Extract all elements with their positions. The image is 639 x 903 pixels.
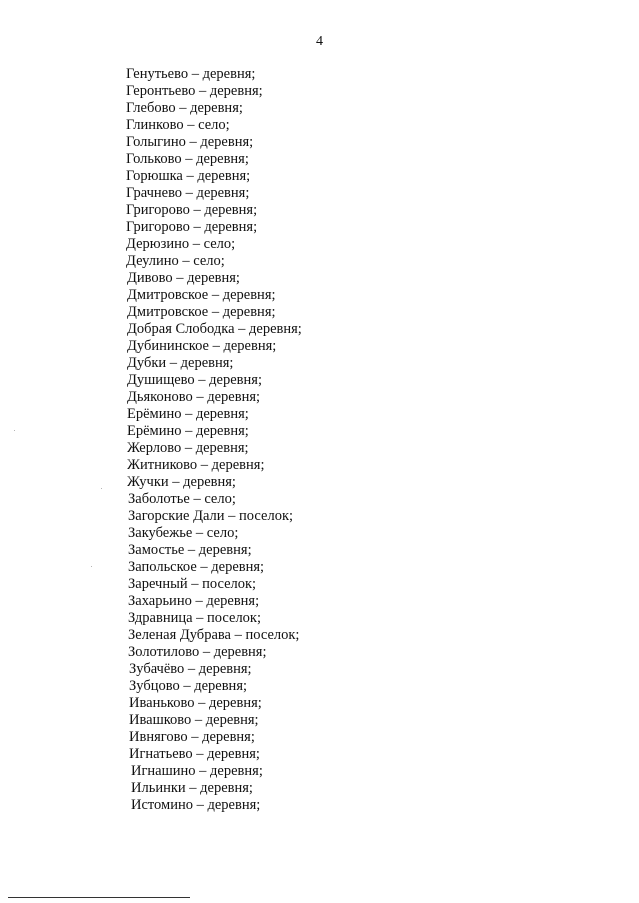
list-item: Дубининское – деревня;: [127, 338, 277, 354]
list-item: Истомино – деревня;: [131, 797, 261, 813]
footnote-separator-line: [8, 897, 190, 898]
scan-speck: [101, 488, 102, 489]
list-item: Ильинки – деревня;: [131, 780, 253, 796]
list-item: Жерлово – деревня;: [127, 440, 249, 456]
settlement-list: [126, 66, 302, 814]
list-item: Голыгино – деревня;: [126, 134, 254, 150]
list-item: Дьяконово – деревня;: [127, 389, 261, 405]
list-item: Генутьево – деревня;: [126, 66, 256, 82]
list-item: Дмитровское – деревня;: [127, 287, 276, 303]
list-item: Добрая Слободка – деревня;: [127, 321, 302, 337]
list-item: Зубцово – деревня;: [129, 678, 248, 694]
list-item: Ивашково – деревня;: [129, 712, 259, 728]
list-item: Глинково – село;: [126, 117, 230, 133]
list-item: Игнатьево – деревня;: [129, 746, 260, 762]
list-item: Житниково – деревня;: [127, 457, 265, 473]
list-item: Зубачёво – деревня;: [129, 661, 252, 677]
list-item: Захарьино – деревня;: [128, 593, 260, 609]
list-item: Заболотье – село;: [128, 491, 236, 507]
list-item: Заречный – поселок;: [128, 576, 257, 592]
list-item: Замостье – деревня;: [128, 542, 252, 558]
page-number: 4: [316, 34, 323, 49]
list-item: Геронтьево – деревня;: [126, 83, 263, 99]
list-item: Григорово – деревня;: [126, 219, 258, 235]
list-item: Жучки – деревня;: [127, 474, 236, 490]
scan-speck: [91, 566, 92, 567]
list-item: Дерюзино – село;: [126, 236, 236, 252]
list-item: Гольково – деревня;: [126, 151, 249, 167]
list-item: Дивово – деревня;: [127, 270, 240, 286]
list-item: Закубежье – село;: [128, 525, 239, 541]
list-item: Грачнево – деревня;: [126, 185, 250, 201]
list-item: Зеленая Дубрава – поселок;: [128, 627, 300, 643]
list-item: Глебово – деревня;: [126, 100, 243, 116]
list-item: Иваньково – деревня;: [129, 695, 262, 711]
list-item: Дубки – деревня;: [127, 355, 234, 371]
list-item: Золотилово – деревня;: [128, 644, 267, 660]
list-item: Дмитровское – деревня;: [127, 304, 276, 320]
scan-speck: [14, 430, 15, 431]
list-item: Запольское – деревня;: [128, 559, 265, 575]
list-item: Игнашино – деревня;: [131, 763, 263, 779]
list-item: Григорово – деревня;: [126, 202, 258, 218]
list-item: Здравница – поселок;: [128, 610, 262, 626]
list-item: Душищево – деревня;: [127, 372, 262, 388]
list-item: Деулино – село;: [126, 253, 225, 269]
list-item: Ивнягово – деревня;: [129, 729, 255, 745]
list-item: Ерёмино – деревня;: [127, 423, 249, 439]
list-item: Ерёмино – деревня;: [127, 406, 249, 422]
list-item: Горюшка – деревня;: [126, 168, 251, 184]
list-item: Загорские Дали – поселок;: [128, 508, 294, 524]
